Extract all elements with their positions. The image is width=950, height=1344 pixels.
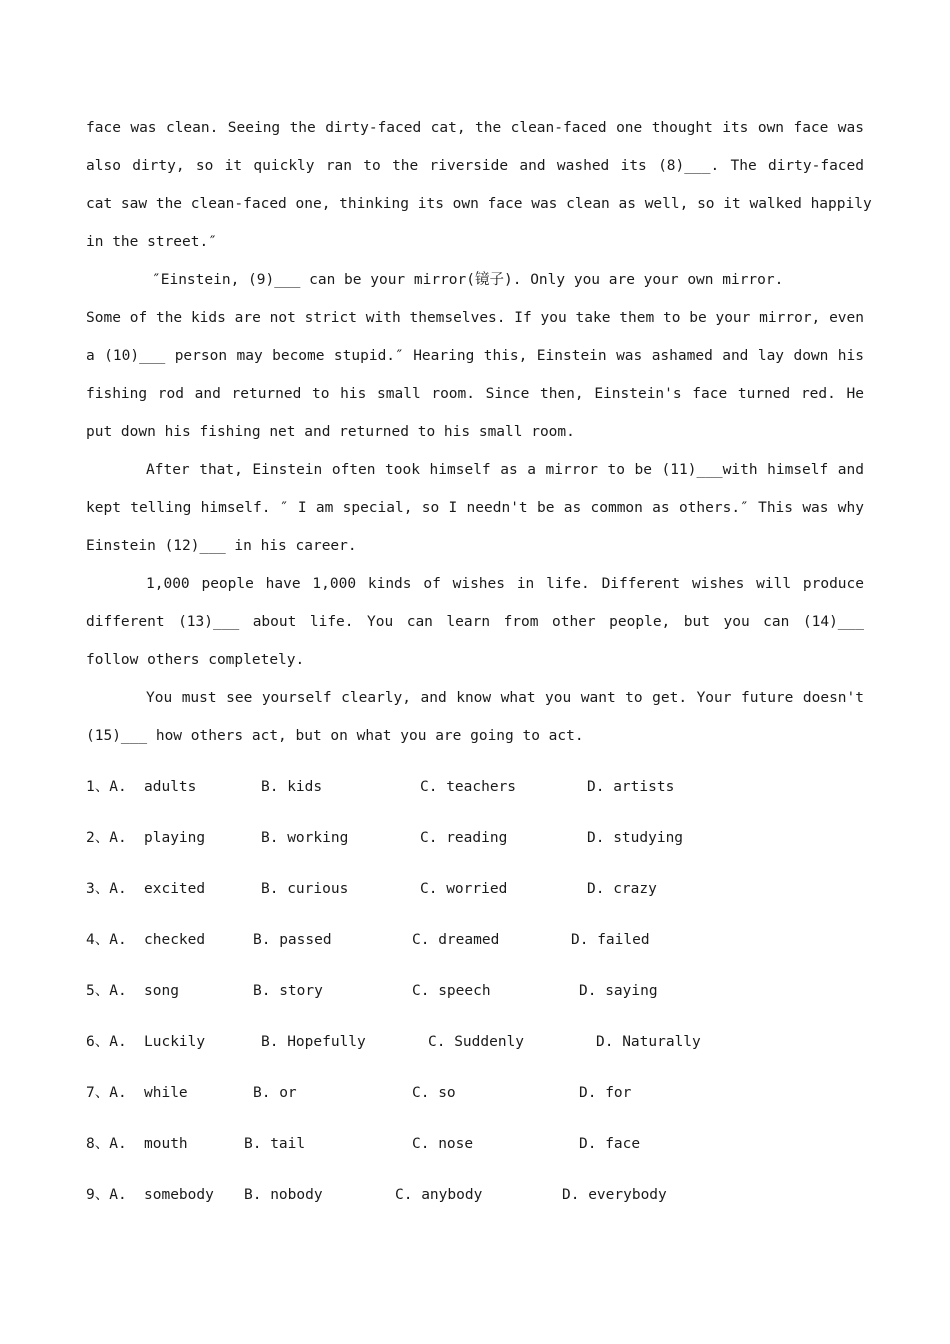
option-c: C. Suddenly [428, 1034, 525, 1050]
option-c: C. dreamed [412, 932, 500, 948]
question-number: 7、A. [86, 1085, 127, 1101]
question-options [86, 777, 866, 797]
option-c: C. speech [412, 983, 491, 999]
option-b: B. curious [261, 881, 349, 897]
paragraph-line: Einstein (12)___ in his career. [86, 538, 357, 554]
option-b: B. story [253, 983, 323, 999]
question-options [86, 930, 866, 950]
question-options [86, 1185, 866, 1205]
option-a: checked [144, 932, 206, 948]
question-options [86, 1083, 866, 1103]
option-a: playing [144, 830, 206, 846]
paragraph-line: a (10)___ person may become stupid.″ Hearing this, Einstein was ashamed and lay down his [86, 348, 864, 364]
paragraph-line: Some of the kids are not strict with themselves. If you take them to be your mirror, even [86, 310, 864, 326]
paragraph-line: in the street.″ [86, 234, 217, 250]
option-d: D. Naturally [596, 1034, 701, 1050]
option-d: D. studying [587, 830, 684, 846]
option-a: while [144, 1085, 188, 1101]
option-b: B. tail [244, 1136, 306, 1152]
question-number: 5、A. [86, 983, 127, 999]
question-number: 3、A. [86, 881, 127, 897]
option-d: D. artists [587, 779, 675, 795]
option-c: C. anybody [395, 1187, 483, 1203]
option-c: C. reading [420, 830, 508, 846]
paragraph-line: (15)___ how others act, but on what you are going to act. [86, 728, 584, 744]
option-a: song [144, 983, 179, 999]
paragraph-line: You must see yourself clearly, and know what you want to get. Your future doesn't [146, 690, 864, 706]
paragraph-line: different (13)___ about life. You can learn from other people, but you can (14)___ [86, 614, 864, 630]
paragraph-line: also dirty, so it quickly ran to the riverside and washed its (8)___. The dirty-faced [86, 158, 864, 174]
option-d: D. failed [571, 932, 650, 948]
question-options [86, 981, 866, 1001]
option-a: somebody [144, 1187, 214, 1203]
option-b: B. passed [253, 932, 332, 948]
option-c: C. nose [412, 1136, 474, 1152]
question-number: 4、A. [86, 932, 127, 948]
option-d: D. saying [579, 983, 658, 999]
option-c: C. teachers [420, 779, 517, 795]
option-d: D. face [579, 1136, 641, 1152]
option-d: D. for [579, 1085, 632, 1101]
option-a: adults [144, 779, 197, 795]
option-b: B. working [261, 830, 349, 846]
question-options [86, 1032, 866, 1052]
option-b: B. nobody [244, 1187, 323, 1203]
paragraph-line: follow others completely. [86, 652, 305, 668]
question-number: 8、A. [86, 1136, 127, 1152]
option-b: B. kids [261, 779, 323, 795]
question-number: 2、A. [86, 830, 127, 846]
question-number: 1、A. [86, 779, 127, 795]
paragraph-line: put down his fishing net and returned to his small room. [86, 424, 575, 440]
option-c: C. so [412, 1085, 456, 1101]
question-number: 6、A. [86, 1034, 127, 1050]
paragraph-line: After that, Einstein often took himself as a mirror to be (11)___with himself and [146, 462, 864, 478]
question-number: 9、A. [86, 1187, 127, 1203]
paragraph-line: fishing rod and returned to his small room. Since then, Einstein's face turned red. He [86, 386, 864, 402]
option-b: B. Hopefully [261, 1034, 366, 1050]
option-b: B. or [253, 1085, 297, 1101]
paragraph-line: kept telling himself. ″ I am special, so I needn't be as common as others.″ This was why [86, 500, 864, 516]
paragraph-line: ″Einstein, (9)___ can be your mirror(镜子). Only you are your own mirror. [152, 272, 784, 288]
paragraph-line: 1,000 people have 1,000 kinds of wishes in life. Different wishes will produce [146, 576, 864, 592]
question-options [86, 828, 866, 848]
question-options [86, 879, 866, 899]
option-d: D. everybody [562, 1187, 667, 1203]
question-options [86, 1134, 866, 1154]
option-a: excited [144, 881, 206, 897]
option-c: C. worried [420, 881, 508, 897]
option-a: mouth [144, 1136, 188, 1152]
paragraph-line: cat saw the clean-faced one, thinking its own face was clean as well, so it walked happily [86, 196, 872, 212]
option-a: Luckily [144, 1034, 206, 1050]
option-d: D. crazy [587, 881, 657, 897]
paragraph-line: face was clean. Seeing the dirty-faced cat, the clean-faced one thought its own face was [86, 120, 864, 136]
